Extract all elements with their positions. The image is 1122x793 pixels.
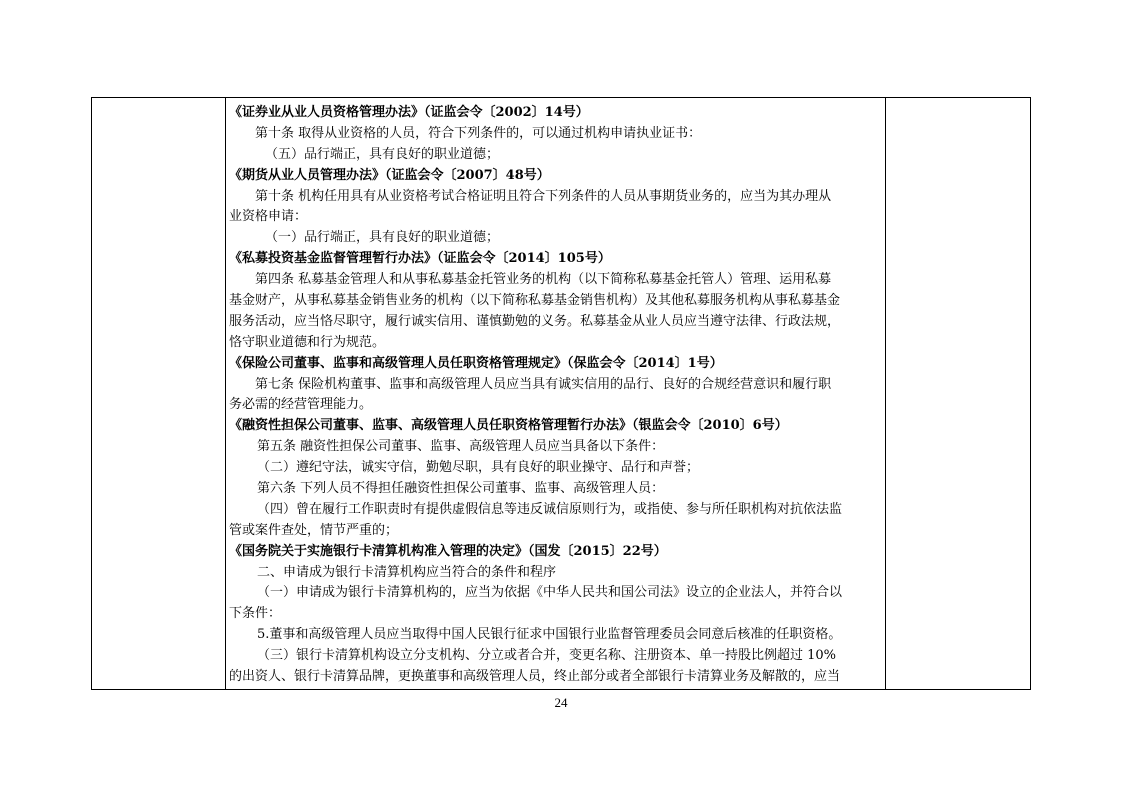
- regulation-title: 《期货从业人员管理办法》（证监会令〔2007〕48号）: [229, 167, 550, 183]
- text-line: （二）遵纪守法，诚实守信，勤勉尽职，具有良好的职业操守、品行和声誉；: [257, 460, 700, 476]
- text-line: （四）曾在履行工作职责时有提供虚假信息等违反诚信原则行为，或指使、参与所任职机构对抗依法监: [257, 501, 843, 517]
- text-line: （一）申请成为银行卡清算机构的，应当为依据《中华人民共和国公司法》设立的企业法人，并符合以: [257, 585, 843, 601]
- text-line: （五）品行端正，具有良好的职业道德；: [265, 146, 500, 162]
- text-line: 第五条 融资性担保公司董事、监事、高级管理人员应当具备以下条件：: [257, 439, 665, 455]
- text-line: 恪守职业道德和行为规范。: [229, 334, 386, 350]
- table-column-divider-left: [225, 98, 226, 689]
- text-line: 第七条 保险机构董事、监事和高级管理人员应当具有诚实信用的品行、良好的合规经营意识和履行职: [255, 376, 832, 392]
- text-line: 第十条 取得从业资格的人员，符合下列条件的，可以通过机构申请执业证书：: [255, 125, 702, 141]
- text-line: 5.董事和高级管理人员应当取得中国人民银行征求中国银行业监督管理委员会同意后核准的任职资格。: [257, 627, 842, 643]
- text-line: （三）银行卡清算机构设立分支机构、分立或者合并，变更名称、注册资本、单一持股比例超过 10%: [257, 648, 837, 664]
- text-line: 下条件：: [229, 606, 282, 622]
- regulation-title: 《融资性担保公司董事、监事、高级管理人员任职资格管理暂行办法》（银监会令〔2010〕6号）: [229, 418, 788, 434]
- regulation-title: 《证券业从业人员资格管理办法》（证监会令〔2002〕14号）: [229, 105, 589, 120]
- page-number: 24: [554, 695, 568, 710]
- text-line: 的出资人、银行卡清算品牌，更换董事和高级管理人员，终止部分或者全部银行卡清算业务及解散的，应当: [229, 669, 841, 685]
- regulation-title: 《国务院关于实施银行卡清算机构准入管理的决定》（国发〔2015〕22号）: [229, 543, 667, 559]
- text-line: 基金财产，从事私募基金销售业务的机构（以下简称私募基金销售机构）及其他私募服务机构从事私募基金: [229, 293, 841, 309]
- text-line: （一）品行端正，具有良好的职业道德；: [265, 230, 500, 246]
- text-line: 服务活动，应当恪尽职守，履行诚实信用、谨慎勤勉的义务。私募基金从业人员应当遵守法律、行政法规，: [229, 313, 841, 329]
- text-line: 二、申请成为银行卡清算机构应当符合的条件和程序: [257, 564, 557, 580]
- text-line: 第六条 下列人员不得担任融资性担保公司董事、监事、高级管理人员：: [257, 481, 665, 497]
- text-line: 第四条 私募基金管理人和从事私募基金托管业务的机构（以下简称私募基金托管人）管理、运用私募: [255, 272, 832, 288]
- text-line: 业资格申请：: [229, 209, 308, 225]
- text-line: 管或案件查处，情节严重的；: [229, 522, 399, 538]
- table-column-divider-right: [885, 98, 886, 689]
- document-table: [91, 97, 1031, 690]
- text-line: 第十条 机构任用具有从业资格考试合格证明且符合下列条件的人员从事期货业务的，应当为其办理从: [255, 188, 832, 204]
- table-content-cell: [229, 103, 883, 689]
- regulation-title: 《私募投资基金监督管理暂行办法》（证监会令〔2014〕105号）: [229, 251, 611, 267]
- text-line: 务必需的经营管理能力。: [229, 397, 373, 413]
- regulation-title: 《保险公司董事、监事和高级管理人员任职资格管理规定》（保监会令〔2014〕1号）: [229, 355, 723, 371]
